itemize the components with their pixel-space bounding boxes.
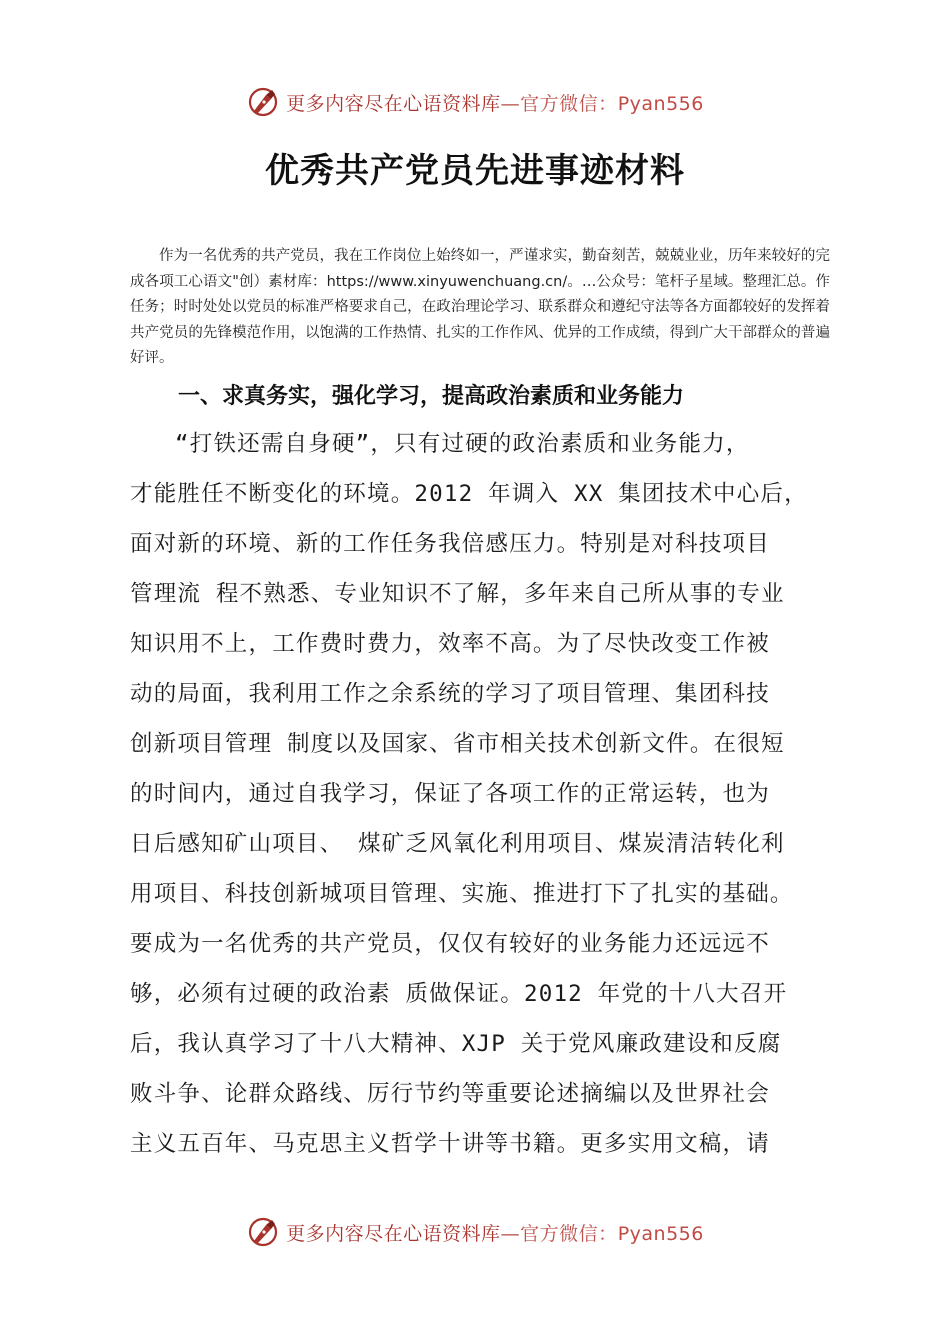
banner-dash: — [500,92,521,115]
banner-text [286,1219,704,1246]
section-heading: 一、求真务实，强化学习，提高政治素质和业务能力 [178,384,685,409]
banner-wechat-id: Pyan556 [617,92,704,115]
banner-dash: — [500,1222,521,1245]
pen-nib-logo-icon [246,1215,280,1249]
intro-paragraph [130,244,830,372]
body-line: 用项目、科技创新城项目管理、实施、推进打下了扎实的基础。 [130,881,794,907]
banner-main-text: 更多内容尽在心语资料库 [286,1222,501,1245]
body-line: 动的局面，我利用工作之余系统的学习了项目管理、集团科技 [130,681,770,707]
banner-wechat-id: Pyan556 [617,1222,704,1245]
page-title: 优秀共产党员先进事迹材料 [265,151,685,191]
intro-text-part1: 作为一名优秀的共产党员，我在工作岗位上始终如一，严谨求实，勤奋刻苦，兢兢业业，历年来较好的完成各项工心语文"创）素材库： [130,248,830,290]
banner-text [286,89,704,116]
body-line: 够，必须有过硬的政治素 质做保证。2012 年党的十八大召开 [130,981,788,1007]
body-line: 主义五百年、马克思主义哲学十讲等书籍。更多实用文稿，请 [130,1131,770,1157]
body-line: 的时间内，通过自我学习，保证了各项工作的正常运转，也为 [130,781,770,807]
intro-url: https://www.xinyuwenchuang.cn/ [326,273,568,290]
body-line: 后，我认真学习了十八大精神、XJP 关于党风廉政建设和反腐 [130,1031,782,1057]
body-line: 日后感知矿山项目、 煤矿乏风氧化利用项目、煤炭清洁转化利 [130,831,785,857]
pen-nib-logo-icon [246,85,280,119]
body-line: 要成为一名优秀的共产党员，仅仅有较好的业务能力还远远不 [130,931,770,957]
intro-text-part2: 。…公众号：笔杆子星域。整理汇总。作任务；时时处处以党员的标准严格要求自己，在政治理论学习、联系群众和遵纪守法等各方面都较好的发挥着共产党员的先锋模范作用，以饱满的工作热情、扎实的工作作风、优异的工作成绩，得到广大干部群众的普遍好评。 [130,273,831,366]
body-line: 知识用不上，工作费时费力，效率不高。为了尽快改变工作被 [130,631,770,657]
body-line: 创新项目管理 制度以及国家、省市相关技术创新文件。在很短 [130,731,785,757]
header-banner [0,82,950,122]
banner-main-text: 更多内容尽在心语资料库 [286,92,501,115]
body-line: 管理流 程不熟悉、专业知识不了解，多年来自己所从事的专业 [130,581,785,607]
banner-wechat-label: 官方微信： [520,92,618,115]
body-line: 面对新的环境、新的工作任务我倍感压力。特别是对科技项目 [130,531,770,557]
footer-banner [0,1212,950,1252]
body-line: 败斗争、论群众路线、厉行节约等重要论述摘编以及世界社会 [130,1081,770,1107]
banner-wechat-label: 官方微信： [520,1222,618,1245]
body-line: “打铁还需自身硬”，只有过硬的政治素质和业务能力， [175,431,750,457]
body-text [130,424,830,1174]
body-line: 才能胜任不断变化的环境。2012 年调入 XX 集团技术中心后， [130,481,808,507]
